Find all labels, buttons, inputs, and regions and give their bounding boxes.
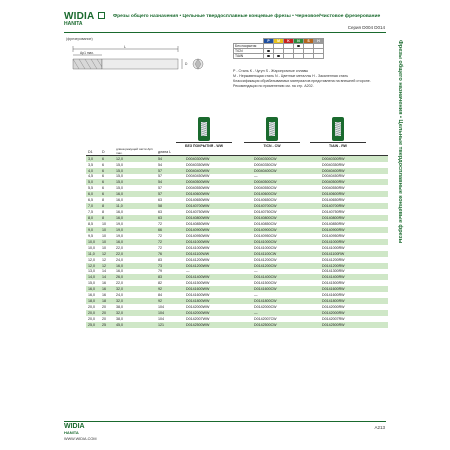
cell-rw: D0140850RW — [322, 221, 345, 226]
cell-ap: 19,0 — [116, 221, 123, 226]
series-label: Серия D004 D014 — [347, 25, 385, 30]
cell-d1: 8,0 — [86, 215, 100, 221]
cell-l: 73 — [156, 263, 184, 269]
legend-note-1: Классификация обрабатываемых материалов представлена на внешней стороне. — [233, 79, 371, 83]
cell-rw: D0140600RW — [320, 191, 388, 197]
cell-d1: 14,0 — [86, 274, 100, 280]
cell-cw: D0040350CW — [254, 162, 277, 167]
cell-cw: — — [252, 310, 320, 316]
col-ww-header — [184, 148, 252, 156]
product-ww-label: БЕЗ ПОКРЫТИЯ - WW — [176, 142, 232, 148]
cell-l: 92 — [156, 298, 184, 304]
cell-d: 16 — [100, 286, 114, 292]
cell-ww: D0141100WW — [184, 251, 252, 257]
side-banner — [394, 40, 406, 300]
cell-l: 54 — [158, 162, 162, 167]
cell-ap: 15,0 — [116, 186, 123, 191]
cell-d: 8 — [100, 215, 114, 221]
footer-logo — [64, 423, 85, 435]
cell-ap: 16,0 — [116, 269, 123, 274]
cell-cw: D0142000CW — [254, 305, 277, 310]
cell-l: 72 — [156, 239, 184, 245]
cell-d: 6 — [100, 156, 114, 162]
top-divider — [64, 32, 386, 33]
cell-d1: 5,0 — [86, 179, 100, 185]
recommended-dot-icon — [267, 50, 270, 53]
cell-l: 57 — [156, 168, 184, 174]
col-l-header: длина L — [156, 148, 184, 156]
cell-cw: D0040500CW — [252, 179, 320, 185]
cell-d1: 7,5 — [88, 210, 93, 215]
cell-cw: D0141000CW — [254, 245, 277, 250]
cell-cw: — — [254, 293, 258, 298]
cell-d1: 15,0 — [88, 281, 95, 286]
cell-rw: D0040350RW — [322, 162, 345, 167]
cell-rw: D0141000RW — [322, 245, 345, 250]
cell-d1: 13,0 — [88, 269, 95, 274]
cell-ww: D0140600WW — [184, 191, 252, 197]
cell-rw: D0141300RW — [322, 269, 345, 274]
cell-cw: D0040300CW — [252, 156, 320, 162]
cell-ap: 22,0 — [116, 281, 123, 286]
cell-ap: 26,0 — [114, 274, 156, 280]
cell-cw: D0141000CW — [252, 239, 320, 245]
cell-rw: D0141000RW — [320, 239, 388, 245]
product-cw-label: TiCN - CW — [244, 142, 300, 148]
cell-d1: 7,0 — [86, 203, 100, 209]
cell-l: 63 — [156, 215, 184, 221]
bottom-divider — [64, 421, 386, 422]
cell-d1: 20,0 — [86, 310, 100, 316]
product-table — [86, 148, 388, 328]
cell-l: 104 — [156, 310, 184, 316]
cell-l: 57 — [158, 174, 162, 179]
cell-d: 10 — [102, 221, 106, 226]
material-row — [234, 54, 324, 59]
cell-rw: D0142500RW — [320, 322, 388, 328]
drawing-caption: (фрезерование) — [66, 37, 93, 41]
cell-d: 8 — [100, 203, 114, 209]
cell-d: 14 — [100, 274, 114, 280]
cell-cw: D0141500CW — [254, 281, 277, 286]
cell-rw: D0040500RW — [320, 179, 388, 185]
cell-d1: 20,0 — [88, 305, 95, 310]
cell-ww: D0140950WW — [186, 233, 210, 238]
recommended-dot-icon — [277, 55, 280, 58]
cell-ap: 38,0 — [116, 316, 123, 321]
brand-sub: HANITA — [64, 21, 83, 27]
product-headers — [170, 117, 370, 152]
cell-rw: D0141200RW — [322, 257, 345, 262]
cell-rw: D0141600RW — [322, 293, 345, 298]
cell-rw: D0141800RW — [320, 298, 388, 304]
recommended-dot-icon — [267, 55, 270, 58]
cell-d: 6 — [102, 186, 104, 191]
cell-ww: D0142000WW — [186, 305, 210, 310]
cell-rw: D0040400RW — [320, 168, 388, 174]
cell-cw: D0141800CW — [252, 298, 320, 304]
cell-d: 20 — [100, 310, 114, 316]
dim-d-label: D — [185, 62, 188, 66]
endmill-icon — [332, 117, 344, 141]
cell-cw: D0142500CW — [252, 322, 320, 328]
cell-ww: D0142000WW — [184, 310, 252, 316]
cell-ww: D0140700WW — [184, 203, 252, 209]
cell-d: 6 — [100, 179, 114, 185]
cell-ap: 15,0 — [116, 162, 123, 167]
cell-ww: D0040550WW — [186, 186, 210, 191]
cell-ap: 15,0 — [116, 174, 123, 179]
cell-ap: 16,0 — [114, 215, 156, 221]
cell-rw: D0141400RW — [320, 274, 388, 280]
cell-d1: 10,0 — [88, 245, 95, 250]
cell-d1: 4,5 — [88, 174, 93, 179]
side-banner-text: Фрезы общего назначения • Цельные твердосплавные концевые фрезы — [397, 40, 403, 244]
cell-ww: D0141800WW — [184, 298, 252, 304]
cell-ap: 45,0 — [114, 322, 156, 328]
cell-ww: D0142500WW — [184, 322, 252, 328]
material-col-m: M — [274, 39, 284, 44]
cell-rw: D0040450RW — [322, 174, 345, 179]
cell-cw: D0141200CW — [254, 257, 277, 262]
cell-rw: D0040300RW — [320, 156, 388, 162]
material-cell — [264, 54, 274, 59]
cell-ww: D0040400WW — [184, 168, 252, 174]
cell-ww: D0040450WW — [186, 174, 210, 179]
cell-d1: 5,5 — [88, 186, 93, 191]
dim-l-label: L — [124, 45, 126, 49]
cell-cw: D0140850CW — [254, 221, 277, 226]
cell-d: 20 — [102, 305, 106, 310]
cell-cw: D0141600CW — [252, 286, 320, 292]
material-matrix — [233, 38, 324, 59]
cell-rw: D0140900RW — [320, 227, 388, 233]
material-col-h: H — [314, 39, 324, 44]
cell-ap: 24,0 — [116, 257, 123, 262]
cell-d1: 12,0 — [88, 257, 95, 262]
cell-ww: D0040300WW — [184, 156, 252, 162]
material-cell — [314, 54, 324, 59]
legend-line-2: M - Нержавеющая сталь N - Цветные металлы H - Закаленная сталь — [233, 74, 349, 78]
cell-ww: D0140750WW — [186, 210, 210, 215]
cell-cw: D0140950CW — [254, 233, 277, 238]
material-row-label: Без покрытия — [234, 44, 264, 49]
cell-l: 72 — [158, 221, 162, 226]
recommended-dot-icon — [297, 45, 300, 48]
cell-l: 83 — [156, 274, 184, 280]
cell-ap: 32,0 — [114, 286, 156, 292]
cell-d1: 8,5 — [88, 221, 93, 226]
cell-d: 6 — [100, 191, 114, 197]
cell-ww: D0140850WW — [186, 221, 210, 226]
cell-cw: D0140800CW — [252, 215, 320, 221]
cell-cw: D0040400CW — [252, 168, 320, 174]
cell-ap: 15,0 — [114, 179, 156, 185]
page-title: Фрезы общего назначения • Цельные твердосплавные концевые фрезы • Черновое/Чистовое фрезерование — [113, 14, 381, 19]
product-cw-header — [244, 117, 300, 148]
cell-l: 63 — [158, 210, 162, 215]
cell-rw: D0142000RW — [320, 310, 388, 316]
cell-ap: 16,0 — [116, 210, 123, 215]
cell-ww: D0040500WW — [184, 179, 252, 185]
footer-brand-name: WIDIA — [64, 423, 85, 430]
brand-name: WIDIA — [64, 11, 95, 22]
cell-d1: 25,0 — [86, 322, 100, 328]
cell-l: 76 — [156, 251, 184, 257]
cell-d: 18 — [100, 298, 114, 304]
cell-rw: D0140800RW — [320, 215, 388, 221]
cell-d: 10 — [100, 227, 114, 233]
cell-ww: D0140800WW — [184, 215, 252, 221]
material-legend — [233, 69, 383, 89]
cell-d1: 11,0 — [86, 251, 100, 257]
cell-rw: D0141100RW — [320, 251, 388, 257]
cell-rw: D0140750RW — [322, 210, 345, 215]
cell-ww: D0141400WW — [184, 274, 252, 280]
cell-rw: D0140650RW — [322, 198, 345, 203]
cell-l: 57 — [156, 191, 184, 197]
cell-d: 10 — [102, 245, 106, 250]
footer-url[interactable]: WWW.WIDIA.COM — [64, 437, 97, 441]
cell-ap: 16,0 — [116, 198, 123, 203]
cell-d: 8 — [102, 198, 104, 203]
cell-ap: 16,0 — [114, 239, 156, 245]
cell-rw: D0141500RW — [322, 281, 345, 286]
cell-d1: 6,5 — [88, 198, 93, 203]
cell-l: 82 — [158, 281, 162, 286]
page-number: A213 — [374, 425, 385, 430]
cell-d: 20 — [102, 316, 106, 321]
cell-d1: 4,0 — [86, 168, 100, 174]
material-cell — [294, 54, 304, 59]
cell-rw: D0141600RW — [320, 286, 388, 292]
cell-d: 16 — [102, 281, 106, 286]
cell-ww: D0141000WW — [186, 245, 210, 250]
cell-l: 92 — [156, 286, 184, 292]
cell-l: 72 — [158, 245, 162, 250]
cell-ww: D0141000WW — [184, 239, 252, 245]
cell-cw: D0141100CW — [252, 251, 320, 257]
cell-ww: D0142007WW — [186, 316, 210, 321]
cell-rw: D0140950RW — [322, 233, 345, 238]
material-cell — [304, 54, 314, 59]
cell-d1: 3,5 — [88, 162, 93, 167]
cell-l: 58 — [156, 203, 184, 209]
cell-d: 12 — [100, 251, 114, 257]
cell-l: 84 — [158, 293, 162, 298]
cell-d: 6 — [100, 168, 114, 174]
cell-ap: 12,0 — [114, 156, 156, 162]
cell-ww: D0141600WW — [186, 293, 210, 298]
cell-ap: 11,0 — [114, 203, 156, 209]
dim-ap-label: Ap1 max. — [80, 51, 94, 55]
cell-ap: 38,0 — [116, 305, 123, 310]
cell-d1: 10,0 — [86, 239, 100, 245]
endmill-icon — [266, 117, 278, 141]
legend-note-2: Рекомендации по применению см. на стр. A202. — [233, 84, 314, 88]
cell-cw: D0142007CW — [254, 316, 277, 321]
product-rw-header — [310, 117, 366, 148]
cell-cw: D0141200CW — [252, 263, 320, 269]
material-col-n: N — [294, 39, 304, 44]
col-cw-header — [252, 148, 320, 156]
cell-ww: D0141200WW — [186, 257, 210, 262]
cell-l: 104 — [158, 305, 164, 310]
cell-ap: 16,0 — [114, 191, 156, 197]
cell-ap: 16,0 — [114, 263, 156, 269]
cell-ap: 19,0 — [114, 227, 156, 233]
logo-mark-icon — [98, 12, 105, 19]
cell-l: 79 — [158, 269, 162, 274]
cell-ap: 32,0 — [114, 310, 156, 316]
cell-cw: D0140600CW — [252, 191, 320, 197]
cell-ww: D0140650WW — [186, 198, 210, 203]
material-cell — [284, 54, 294, 59]
material-col-s: S — [304, 39, 314, 44]
cell-cw: D0040550CW — [254, 186, 277, 191]
cell-d1: 6,0 — [86, 191, 100, 197]
cell-l: 121 — [156, 322, 184, 328]
col-d1-header: D1 — [86, 148, 100, 156]
cell-rw: D0040550RW — [322, 186, 345, 191]
cell-ww: D0141500WW — [186, 281, 210, 286]
cell-cw: D0141400CW — [252, 274, 320, 280]
cell-l: 104 — [158, 316, 164, 321]
cell-rw: D0141200RW — [320, 263, 388, 269]
table-row — [86, 322, 388, 328]
cell-cw: D0140750CW — [254, 210, 277, 215]
cell-l: 72 — [158, 233, 162, 238]
cell-l: 63 — [158, 198, 162, 203]
material-col-p: P — [264, 39, 274, 44]
cell-d1: 3,0 — [86, 156, 100, 162]
material-row-label: TiCN — [234, 49, 264, 54]
product-rw-label: TiAlN - RW — [310, 142, 366, 148]
cell-rw: D0140700RW — [320, 203, 388, 209]
col-rw-header — [320, 148, 388, 156]
cell-ww: D0140900WW — [184, 227, 252, 233]
footer-brand-sub: HANITA — [64, 430, 79, 435]
cell-cw: — — [254, 269, 258, 274]
cell-d: 25 — [100, 322, 114, 328]
cell-d: 8 — [102, 210, 104, 215]
cell-ap: 22,0 — [116, 245, 123, 250]
cell-d1: 9,5 — [88, 233, 93, 238]
legend-line-1: P - Сталь K - Чугун S - Жаропрочные сплавы — [233, 69, 309, 73]
material-row-label: TiAlN — [234, 54, 264, 59]
material-cell — [274, 54, 284, 59]
cell-d1: 16,0 — [88, 293, 95, 298]
cell-rw: D0142007RW — [322, 316, 345, 321]
cell-d: 10 — [102, 233, 106, 238]
cell-ap: 19,0 — [116, 233, 123, 238]
cell-ww: D0040350WW — [186, 162, 210, 167]
cell-cw: D0140900CW — [252, 227, 320, 233]
cell-rw: D0142000RW — [322, 305, 345, 310]
cell-d: 12 — [102, 257, 106, 262]
col-ap-header: длина режущей части Ap1 max. — [114, 148, 156, 156]
cell-l: 54 — [156, 156, 184, 162]
cell-d1: 12,0 — [86, 263, 100, 269]
cell-d: 10 — [100, 239, 114, 245]
table-header-row — [86, 148, 388, 156]
cell-l: 83 — [158, 257, 162, 262]
cell-d: 12 — [100, 263, 114, 269]
cell-ap: 22,0 — [114, 251, 156, 257]
cell-cw: — — [254, 174, 258, 179]
material-col-k: K — [284, 39, 294, 44]
cell-ww: — — [186, 269, 190, 274]
cell-d1: 20,0 — [88, 316, 95, 321]
cell-d: 6 — [102, 162, 104, 167]
cell-d: 14 — [102, 269, 106, 274]
cell-l: 66 — [156, 227, 184, 233]
tool-drawing — [70, 43, 210, 83]
cell-d1: 16,0 — [86, 286, 100, 292]
cell-ap: 32,0 — [114, 298, 156, 304]
cell-l: 54 — [156, 179, 184, 185]
cell-cw: D0140650CW — [254, 198, 277, 203]
cell-d: 6 — [102, 174, 104, 179]
cell-cw: D0140700CW — [252, 203, 320, 209]
cell-d: 16 — [102, 293, 106, 298]
col-d-header: D — [100, 148, 114, 156]
cell-d1: 18,0 — [86, 298, 100, 304]
brand-logo — [64, 11, 94, 27]
product-ww-header — [176, 117, 232, 148]
cell-ap: 24,0 — [116, 293, 123, 298]
cell-ww: D0141200WW — [184, 263, 252, 269]
endmill-icon — [198, 117, 210, 141]
cell-ww: D0141600WW — [184, 286, 252, 292]
cell-ap: 15,0 — [114, 168, 156, 174]
cell-l: 57 — [158, 186, 162, 191]
cell-d1: 9,0 — [86, 227, 100, 233]
